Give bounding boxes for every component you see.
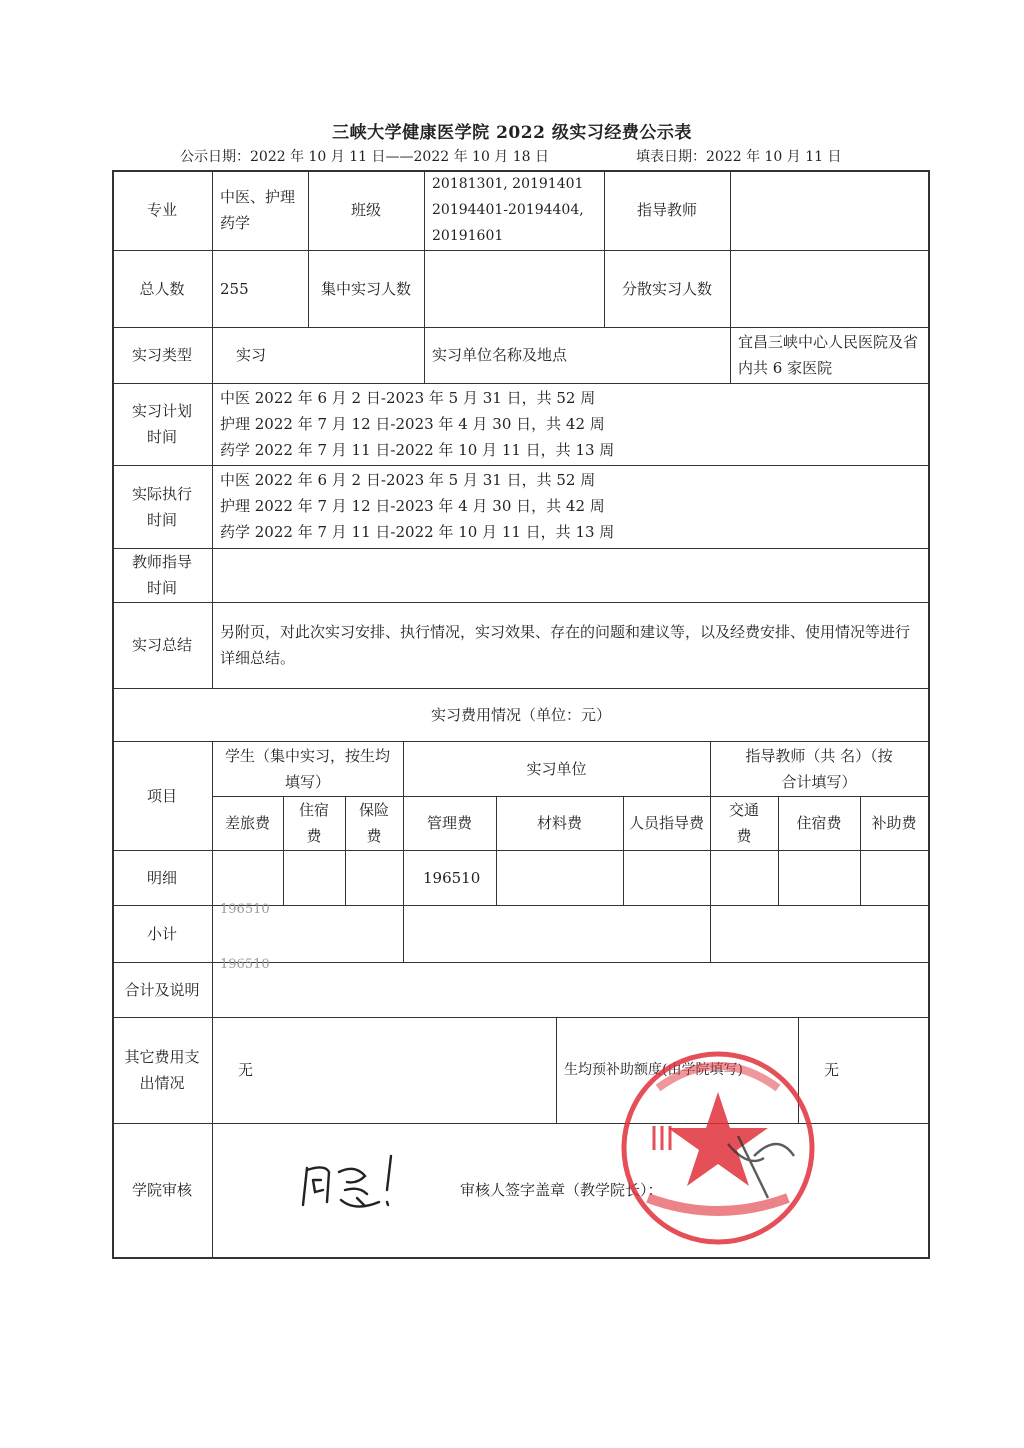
- class-value: 20181301, 20191401 20194401-20194404, 20191601: [432, 176, 584, 244]
- official-seal: [618, 1048, 818, 1248]
- review-sign-label: 审核人签字盖章（教学院长）：: [460, 1181, 663, 1199]
- teacher-label: 指导教师: [636, 201, 697, 219]
- detail-guidance: [623, 850, 710, 905]
- unit-value: 宜昌三峡中心人民医院及省内共 6 家医院: [738, 333, 919, 377]
- detail-teacher-lodging: [778, 850, 860, 905]
- expense-section-title: 实习费用情况（单位：元）: [430, 705, 611, 724]
- col-material: 材料费: [536, 814, 582, 832]
- subsidy-label: 生均预补助额度(由学院填写): [564, 1062, 743, 1078]
- type-label: 实习类型: [131, 346, 192, 364]
- major-value: 中医、护理药学: [220, 188, 296, 232]
- review-label: 学院审核: [131, 1181, 192, 1199]
- col-travel: 差旅费: [224, 814, 270, 832]
- plan-lines: [212, 383, 928, 465]
- major-label: 专业: [146, 201, 177, 219]
- col-guidance: 人员指导费: [629, 814, 705, 832]
- unit-label: 实习单位名称及地点: [432, 346, 568, 364]
- detail-transport: [710, 850, 778, 905]
- plan-line: 护理 2022 年 7 月 12 日-2023 年 4 月 30 日，共 42 周: [220, 415, 605, 433]
- detail-label: 明细: [146, 868, 177, 887]
- actual-line: 护理 2022 年 7 月 12 日-2023 年 4 月 30 日，共 42 周: [220, 497, 605, 515]
- notice-date: 公示日期：2022 年 10 月 11 日——2022 年 10 月 18 日: [180, 149, 550, 165]
- actual-label: 实际执行时间: [131, 484, 192, 529]
- actual-line: 中医 2022 年 6 月 2 日-2023 年 5 月 31 日，共 52 周: [220, 471, 596, 489]
- teacher-value: [730, 170, 928, 250]
- col-management: 管理费: [426, 814, 472, 832]
- col-transport: 交通费: [728, 801, 759, 845]
- detail-management: 196510: [423, 868, 481, 887]
- total-count-label: 总人数: [139, 279, 185, 298]
- col-subsidy: 补助费: [871, 814, 917, 832]
- central-count-value: [424, 250, 604, 327]
- detail-insurance: [345, 850, 403, 905]
- teacher-time-value: [212, 548, 928, 602]
- teacher-group-header: 指导教师（共 名）（按合计填写）: [745, 746, 893, 791]
- other-expense-value: 无: [238, 1061, 254, 1079]
- subtotal-value: 196510: [220, 902, 270, 917]
- col-lodging: 住宿费: [298, 801, 329, 845]
- teacher-time-label: 教师指导时间: [131, 553, 192, 597]
- detail-subsidy: [860, 850, 928, 905]
- approval-handwriting: [295, 1150, 415, 1220]
- scatter-count-value: [730, 250, 928, 327]
- plan-line: 中医 2022 年 6 月 2 日-2023 年 5 月 31 日，共 52 周: [220, 389, 596, 407]
- unit-group-header: 实习单位: [526, 759, 587, 778]
- total-label: 合计及说明: [124, 980, 200, 999]
- plan-label: 实习计划时间: [131, 402, 192, 446]
- subtotal-label: 小计: [146, 924, 177, 943]
- detail-lodging: [283, 850, 345, 905]
- plan-line: 药学 2022 年 7 月 11 日-2022 年 10 月 11 日，共 13 周: [220, 441, 615, 459]
- item-label: 项目: [146, 786, 177, 805]
- scatter-count-label: 分散实习人数: [621, 279, 712, 298]
- central-count-label: 集中实习人数: [320, 279, 411, 298]
- student-group-header: 学生（集中实习，按生均填写）: [224, 746, 390, 791]
- class-label: 班级: [350, 201, 381, 219]
- total-value: 196510: [220, 957, 270, 972]
- col-teacher-lodging: 住宿费: [796, 814, 842, 832]
- subsidy-value: 无: [824, 1061, 840, 1079]
- fill-date: 填表日期：2022 年 10 月 11 日: [636, 149, 842, 165]
- summary-label: 实习总结: [131, 636, 192, 654]
- total-count-value: 255: [220, 279, 249, 298]
- actual-line: 药学 2022 年 7 月 11 日-2022 年 10 月 11 日，共 13 周: [220, 523, 615, 541]
- detail-material: [496, 850, 623, 905]
- type-value: 实习: [236, 346, 267, 364]
- other-expense-label: 其它费用支出情况: [124, 1048, 200, 1092]
- col-insurance: 保险费: [358, 801, 389, 845]
- summary-value: 另附页，对此次实习安排、执行情况，实习效果、存在的问题和建议等，以及经费安排、使用情况等进行详细总结。: [220, 623, 911, 667]
- form-title: 三峡大学健康医学院 2022 级实习经费公示表: [332, 123, 692, 143]
- actual-lines: [212, 465, 928, 548]
